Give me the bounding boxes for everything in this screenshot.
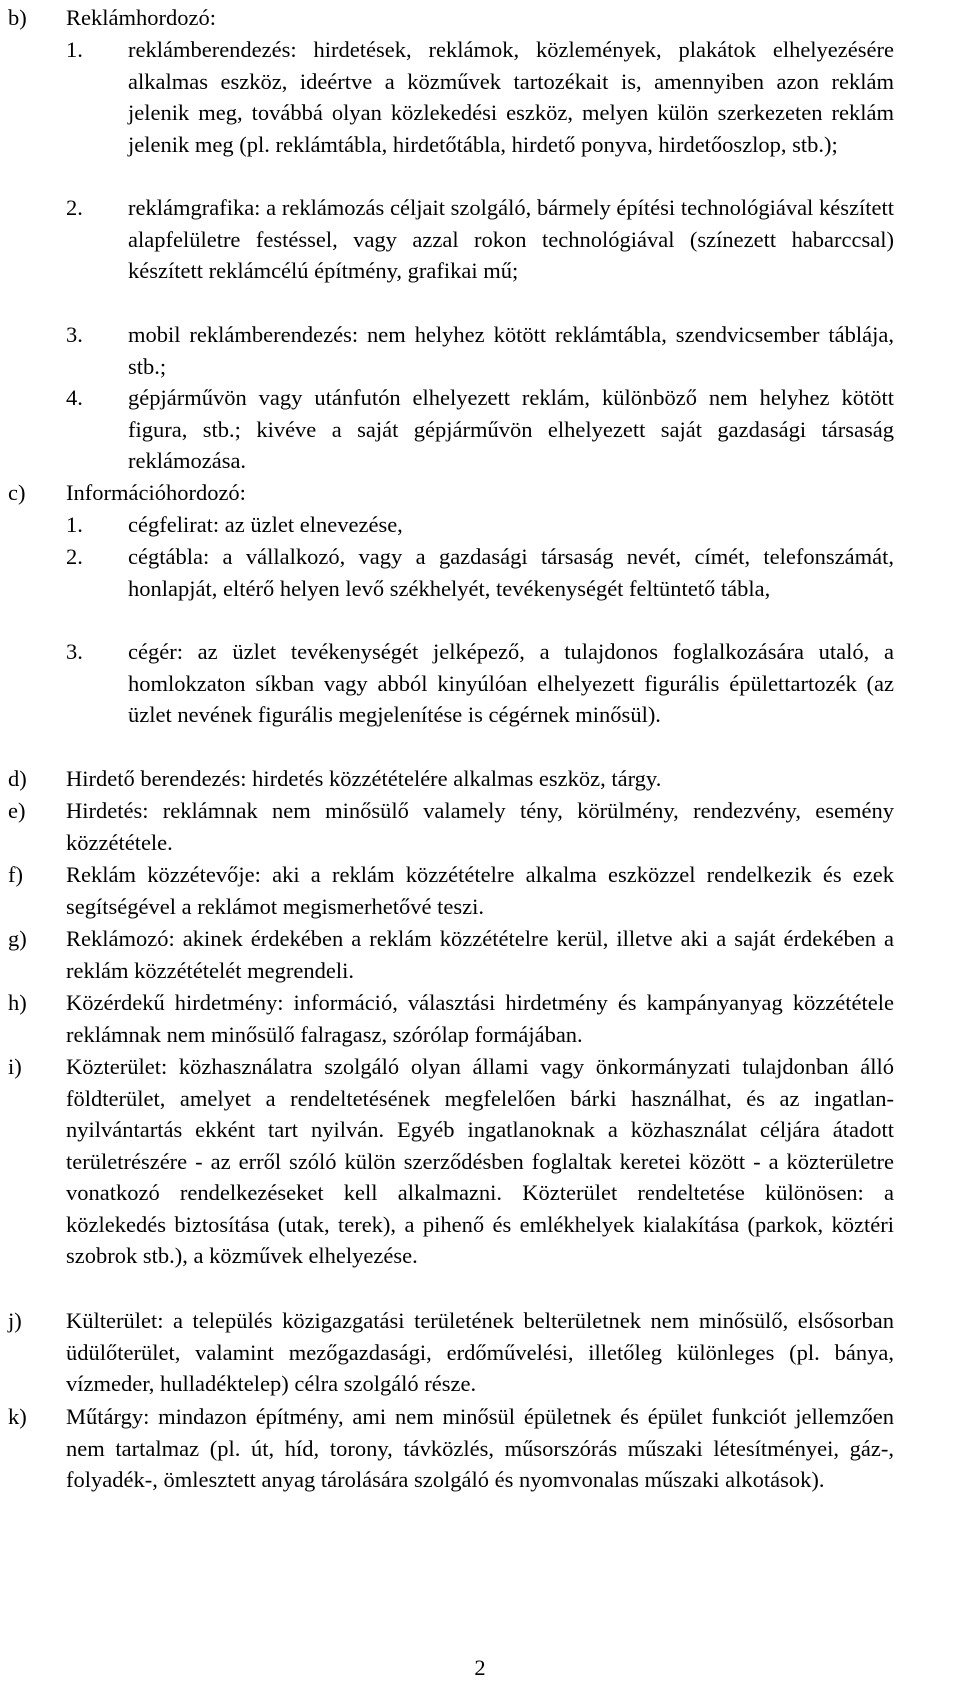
section-letter: d) <box>8 766 27 791</box>
item-text: reklámberendezés: hirdetések, reklámok, közlemények, plakátok elhelyezésére alkalmas eszköz, ideértve a közművek tartozékait is, amennyiben azon reklám jelenik meg, továbbá olyan közlekedési eszköz, melyen külön szerkezeten reklám jelenik meg (pl. reklámtábla, hirdetőtábla, hirdető ponyva, hirdetőoszlop, stb.); <box>128 37 894 157</box>
item-text: mobil reklámberendezés: nem helyhez kötött reklámtábla, szendvicsember táblája, stb.; <box>128 322 894 379</box>
section-text: Műtárgy: mindazon építmény, ami nem minősül épületnek és épület funkciót jellemzően nem tartalmaz (pl. út, híd, torony, távközlés, műsorszórás műszaki létesítményei, gáz-, folyadék-, ömlesztett anyag tárolására szolgáló és nyomvonalas műszaki alkotások). <box>66 1404 894 1492</box>
item-number: 4. <box>66 385 83 410</box>
item-number: 2. <box>66 544 83 569</box>
section-text: Reklám közzétevője: aki a reklám közzétételre alkalma eszközzel rendelkezik és ezek segítségével a reklámot megismerhetővé teszi. <box>66 862 894 919</box>
item-number: 1. <box>66 37 83 62</box>
section-heading: Reklámhordozó: <box>66 5 216 30</box>
item-text: cégér: az üzlet tevékenységét jelképező, a tulajdonos foglalkozására utaló, a homlokzaton síkban vagy abból kinyúlóan elhelyezett figurális épülettartozék (az üzlet nevének figurális megjelenítése is cégérnek minősül). <box>128 639 894 727</box>
section-text: Hirdetés: reklámnak nem minősülő valamely tény, körülmény, rendezvény, esemény közzététele. <box>66 798 894 855</box>
page-number: 2 <box>474 1655 486 1680</box>
section-letter: e) <box>8 798 26 823</box>
section-text: Külterület: a település közigazgatási területének belterületnek nem minősülő, elsősorban üdülőterület, valamint mezőgazdasági, erdőművelési, illetőleg különleges (pl. bánya, vízmeder, hulladéktelep) célra szolgáló része. <box>66 1308 894 1396</box>
item-number: 1. <box>66 512 83 537</box>
section-letter: i) <box>8 1054 22 1079</box>
section-letter: b) <box>8 5 27 30</box>
item-text: cégfelirat: az üzlet elnevezése, <box>128 512 403 537</box>
section-text: Közérdekű hirdetmény: információ, választási hirdetmény és kampányanyag közzététele reklámnak nem minősülő falragasz, szórólap formájában. <box>66 990 894 1047</box>
section-heading: Információhordozó: <box>66 480 246 505</box>
section-text: Reklámozó: akinek érdekében a reklám közzétételre kerül, illetve aki a saját érdekében a reklám közzétételét megrendeli. <box>66 926 894 983</box>
item-number: 2. <box>66 195 83 220</box>
section-text: Hirdető berendezés: hirdetés közzétételére alkalmas eszköz, tárgy. <box>66 766 662 791</box>
section-letter: g) <box>8 926 27 951</box>
item-number: 3. <box>66 639 83 664</box>
section-letter: c) <box>8 480 26 505</box>
item-number: 3. <box>66 322 83 347</box>
section-text: Közterület: közhasználatra szolgáló olyan állami vagy önkormányzati tulajdonban álló földterület, amelyet a rendeltetésének megfelelően bárki használhat, és az ingatlan-nyilvántartás ekként tart nyilván. Egyéb ingatlanoknak a közhasználat céljára átadott területrészére - az erről szóló külön szerződésben foglaltak keretei között - a közterületre vonatkozó rendelkezéseket kell alkalmazni. Közterület rendeltetése különösen: a közlekedés biztosítása (utak, terek), a pihenő és emlékhelyek kialakítása (parkok, köztéri szobrok stb.), a közművek elhelyezése. <box>66 1054 894 1268</box>
item-text: gépjárművön vagy utánfutón elhelyezett reklám, különböző nem helyhez kötött figura, stb.; kivéve a saját gépjárművön elhelyezett saját gazdasági társaság reklámozása. <box>128 385 894 473</box>
section-letter: k) <box>8 1404 27 1429</box>
section-letter: h) <box>8 990 27 1015</box>
item-text: cégtábla: a vállalkozó, vagy a gazdasági társaság nevét, címét, telefonszámát, honlapját, eltérő helyen levő székhelyét, tevékenységét feltüntető tábla, <box>128 544 894 601</box>
item-text: reklámgrafika: a reklámozás céljait szolgáló, bármely építési technológiával készített alapfelületre festéssel, vagy azzal rokon technológiával (színezett habarccsal) készített reklámcélú építmény, grafikai mű; <box>128 195 894 283</box>
section-letter: j) <box>8 1308 22 1333</box>
section-letter: f) <box>8 862 23 887</box>
